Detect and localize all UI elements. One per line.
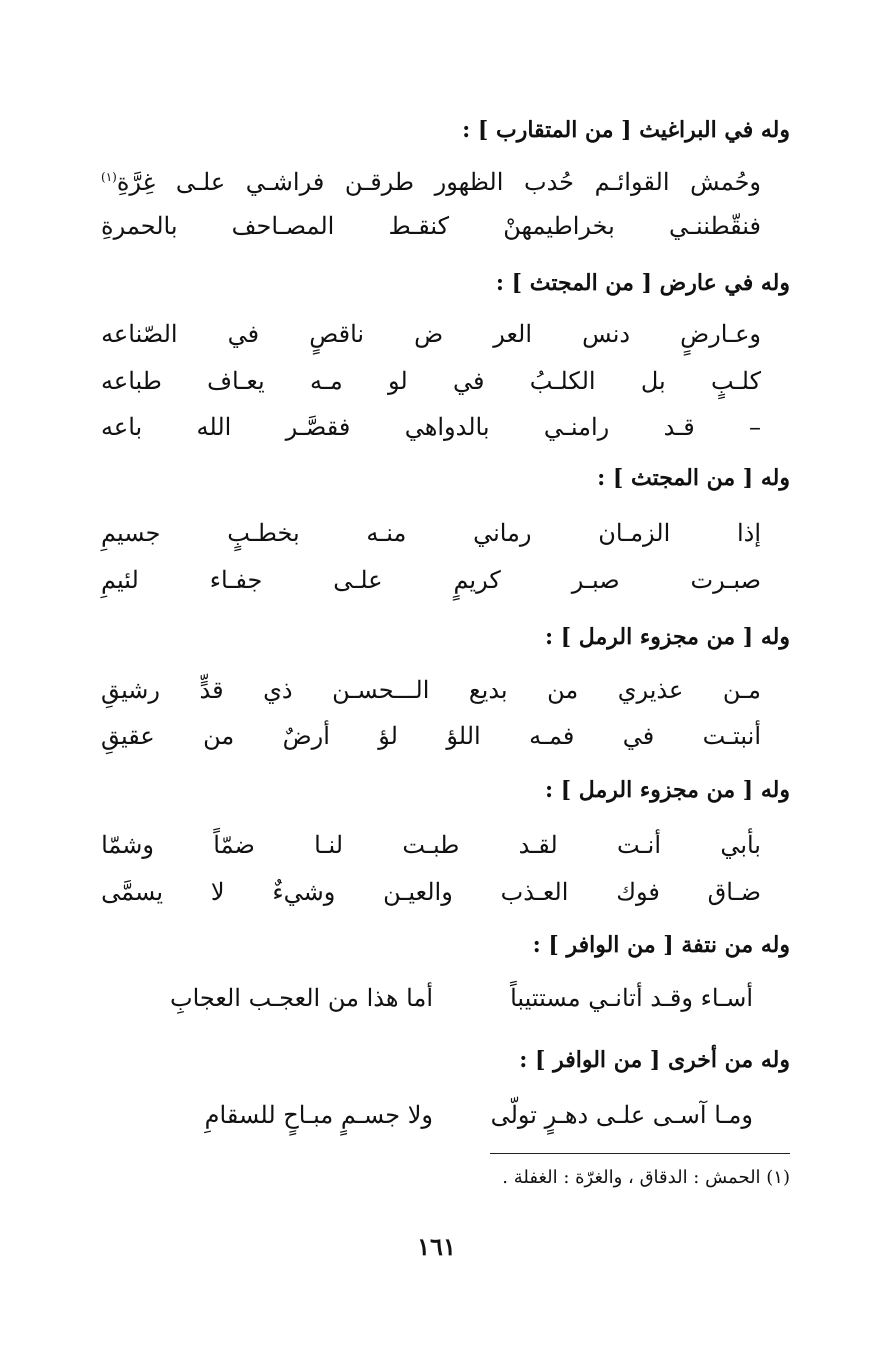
verse-word: طباعه xyxy=(101,367,162,395)
verse-word: عقيقِ xyxy=(101,722,155,750)
verse-word: وحُمش xyxy=(690,168,761,196)
verse-word: لئيمِ xyxy=(101,566,139,594)
verse-word: علـى xyxy=(333,566,383,594)
section-heading: وله [ من مجزوء الرمل ] : xyxy=(544,777,790,803)
verse-word: كريمٍ xyxy=(453,566,501,594)
verse-word: بأبي xyxy=(720,831,761,859)
hemistich: أما هذا من العجـب العجابِ xyxy=(169,984,433,1012)
hemistich: ومـا آسـى علـى دهـرٍ تولّى xyxy=(490,1101,753,1129)
verse-word: دنس xyxy=(582,320,631,348)
verse-word: مـن xyxy=(722,676,761,704)
verse-word: فراشـي xyxy=(245,168,325,196)
verse-word: العر xyxy=(493,320,533,348)
verse-word: – xyxy=(749,413,761,441)
section-heading: وله في البراغيث [ من المتقارب ] : xyxy=(462,117,790,143)
verse-word: القوائـم xyxy=(594,168,670,196)
verse-word: بالدواهي xyxy=(404,413,490,441)
footnote-marker: (١) xyxy=(101,170,117,184)
verse-word: جسيمِ xyxy=(101,519,161,547)
verse-word: ضـاق xyxy=(707,878,761,906)
verse-line xyxy=(101,722,761,750)
verse-word: فمـه xyxy=(529,722,575,750)
verse-word: في xyxy=(227,320,260,348)
verse-word: ض xyxy=(414,320,444,348)
verse-word: الـــحسـن xyxy=(332,676,430,704)
verse-word: إذا xyxy=(736,519,761,547)
verse-word: الله xyxy=(196,413,232,441)
verse-word: وعـارضٍ xyxy=(680,320,761,348)
verse-word: منـه xyxy=(366,519,407,547)
hemistich: ولا جسـمٍ مبـاحٍ للسقامِ xyxy=(204,1101,433,1129)
verse-word: بخطـبٍ xyxy=(227,519,300,547)
verse-word: رشيقِ xyxy=(101,676,161,704)
verse-word: اللؤ xyxy=(446,722,481,750)
verse-word: الظهور xyxy=(434,168,504,196)
verse-word: طرقـن xyxy=(344,168,415,196)
verse-word: رماني xyxy=(473,519,532,547)
verse-line xyxy=(101,566,761,594)
verse-word: حُدب xyxy=(523,168,574,196)
section-heading: وله من نتفة [ من الوافر ] : xyxy=(532,932,790,958)
verse-word: كنقـط xyxy=(388,212,450,240)
verse-word: في xyxy=(453,367,485,395)
verse-word: وشيءٌ xyxy=(272,878,336,906)
verse-word: المصـاحف xyxy=(231,212,335,240)
section-heading: وله في عارض [ من المجتث ] : xyxy=(495,270,790,296)
verse-word: ذي xyxy=(263,676,293,704)
verse-word: بل xyxy=(640,367,666,395)
verse-word: بالحمرةِ xyxy=(101,212,178,240)
verse-word: يسمَّى xyxy=(101,878,164,906)
verse-word: فقصَّـر xyxy=(285,413,351,441)
verse-word: لو xyxy=(388,367,408,395)
verse-word: صبـرت xyxy=(690,566,761,594)
verse-word: الزمـان xyxy=(598,519,671,547)
verse-line xyxy=(101,831,761,859)
footnote-rule xyxy=(490,1153,790,1154)
verse-word: عذيري xyxy=(617,676,684,704)
section-heading: وله [ من مجزوء الرمل ] : xyxy=(544,624,790,650)
verse-word: صبـر xyxy=(571,566,620,594)
verse-word: يعـاف xyxy=(207,367,265,395)
page-number: ١٦١ xyxy=(417,1232,456,1261)
verse-line xyxy=(101,168,761,196)
verse-word: جفـاء xyxy=(209,566,263,594)
verse-line xyxy=(101,367,761,395)
verse-word: في xyxy=(622,722,655,750)
verse-word: طبـت xyxy=(402,831,460,859)
verse-line xyxy=(101,676,761,704)
verse-line xyxy=(101,320,761,348)
verse-line xyxy=(101,878,761,906)
verse-word: الكلـبُ xyxy=(529,367,596,395)
verse-word: الصّناعه xyxy=(101,320,178,348)
verse-line xyxy=(101,519,761,547)
verse-word: أرضٌ xyxy=(282,722,330,750)
verse-word: ضمّاً xyxy=(213,831,255,859)
verse-word: لؤ xyxy=(378,722,398,750)
verse-word: غِرَّةِ$^{(١)}$ xyxy=(101,168,156,196)
verse-word: مـه xyxy=(309,367,343,395)
verse-word: لنـا xyxy=(314,831,344,859)
verse-word: قدٍّ xyxy=(199,676,224,704)
verse-word: أنبتـت xyxy=(702,722,761,750)
verse-word: قـد xyxy=(663,413,695,441)
verse-word: باعه xyxy=(101,413,143,441)
verse-word: رامنـي xyxy=(543,413,610,441)
verse-word: ناقصٍ xyxy=(309,320,365,348)
verse-word: لقـد xyxy=(518,831,558,859)
verse-word: بديع xyxy=(468,676,508,704)
verse-word: من xyxy=(547,676,579,704)
verse-word: فوك xyxy=(616,878,660,906)
verse-word: وشمّا xyxy=(101,831,154,859)
footnote: (١) الحمش : الدقاق ، والغرّة : الغفلة . xyxy=(502,1167,790,1188)
verse-word: من xyxy=(203,722,235,750)
verse-line xyxy=(101,413,761,441)
verse-word: أنـت xyxy=(617,831,661,859)
hemistich: أسـاء وقـد أتانـي مستتيباً xyxy=(510,984,753,1012)
section-heading: وله من أخرى [ من الوافر ] : xyxy=(519,1047,790,1073)
verse-word: والعيـن xyxy=(383,878,453,906)
verse-word: لا xyxy=(210,878,225,906)
verse-word: العـذب xyxy=(500,878,569,906)
verse-word: علـى xyxy=(175,168,226,196)
verse-word: فنقّطننـي xyxy=(668,212,761,240)
verse-word: كلـبٍ xyxy=(711,367,761,395)
verse-word: بخراطيمهنْ xyxy=(503,212,615,240)
section-heading: وله [ من المجتث ] : xyxy=(597,465,790,491)
verse-line xyxy=(101,212,761,240)
